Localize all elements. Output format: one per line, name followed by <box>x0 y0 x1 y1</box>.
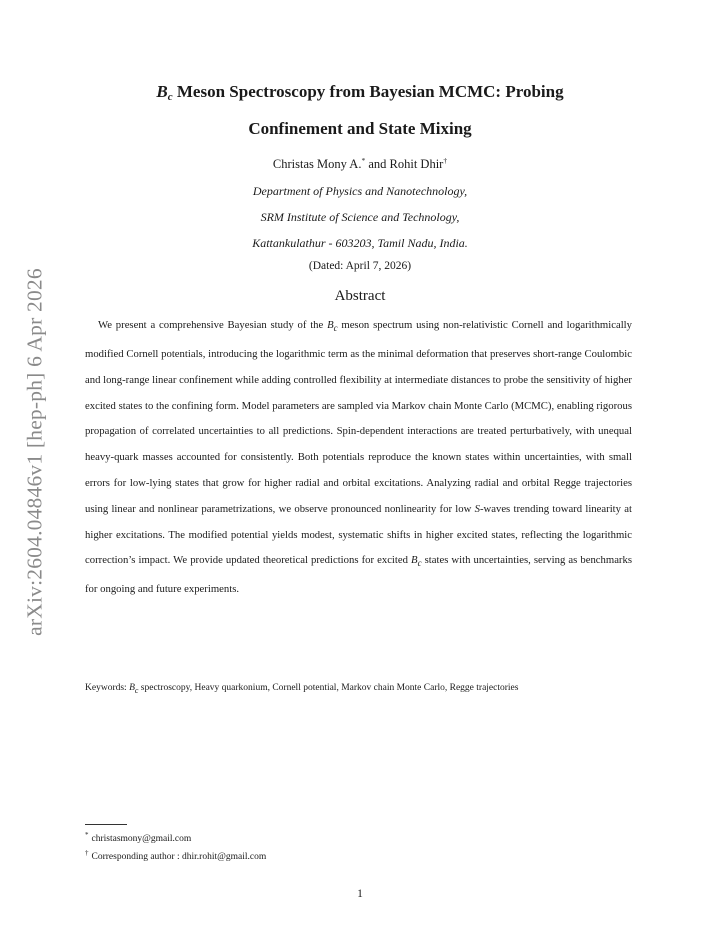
footnote-email: * christasmony@gmail.com <box>85 831 192 844</box>
affiliation <box>90 178 630 256</box>
date-line: (Dated: April 7, 2026) <box>308 260 412 272</box>
abstract-heading: Abstract <box>334 288 386 304</box>
bc-symbol: $B_c$ <box>327 319 338 334</box>
affiliation-line: SRM Institute of Science and Technology, <box>260 210 460 224</box>
author-name: Rohit Dhir <box>389 157 444 172</box>
keywords-label: Keywords: <box>85 683 130 693</box>
author-footnote-mark: * <box>361 156 366 165</box>
affiliation-line: Kattankulathur - 603203, Tamil Nadu, India. <box>252 236 468 250</box>
title-line-1: $B_c$ Meson Spectroscopy from Bayesian MCMC: Probing <box>156 82 564 103</box>
keywords: Keywords: $B_c$ spectroscopy, Heavy quarkonium, Cornell potential, Markov chain Monte Carlo, Regge trajectories <box>85 683 519 695</box>
affiliation-line: Department of Physics and Nanotechnology, <box>252 184 468 198</box>
title-bc-symbol: $B_c$ <box>156 82 173 103</box>
bc-symbol: $B_c$ <box>411 554 422 569</box>
author-name: Christas Mony A. <box>272 157 362 172</box>
arxiv-identifier: arXiv:2604.04846v1 [hep-ph] 6 Apr 2026 <box>22 268 47 636</box>
paper-title <box>90 76 630 145</box>
title-line-2: Confinement and State Mixing <box>248 119 472 138</box>
bc-symbol: $B_c$ <box>129 683 139 695</box>
abstract-body: We present a comprehensive Bayesian study of the $B_c$ meson spectrum using non-relativistic Cornell and logarithmically modified Cornell potentials, introducing the logarithmic term as the minimal deformation that preserves short-range Coulombic and long-range linear confinement while adding controlled flexibility at intermediate distances to probe the sensitivity of higher excited states to the confining form. Model parameters are sampled via Markov chain Monte Carlo (MCMC), enabling rigorous propagation of correlated uncertainties to all predictions. Spin-dependent interactions are treated perturbatively, with unequal heavy-quark masses accounted for consistently. Both potentials reproduce the known states within uncertainties, with small errors for low-lying states that grow for higher radial and orbital excitations. Analyzing radial and orbital Regge trajectories using linear and nonlinear parametrizations, we observe pronounced nonlinearity for low S-waves trending toward linearity at higher excitations. The modified potential yields modest, systematic shifts in higher excited states, reflecting the logarithmic correction’s impact. We provide updated theoretical predictions for excited $B_c$ states with uncertainties, serving as benchmarks for ongoing and future experiments. <box>85 319 632 596</box>
page-number: 1 <box>357 888 363 900</box>
author-footnote-mark: † <box>443 156 448 165</box>
author-list: Christas Mony A.* and Rohit Dhir† <box>272 156 448 172</box>
s-wave-symbol: S <box>474 502 480 515</box>
footnote-corresponding-author: † Corresponding author : dhir.rohit@gmail.com <box>85 849 267 862</box>
footnote-divider <box>85 824 127 825</box>
